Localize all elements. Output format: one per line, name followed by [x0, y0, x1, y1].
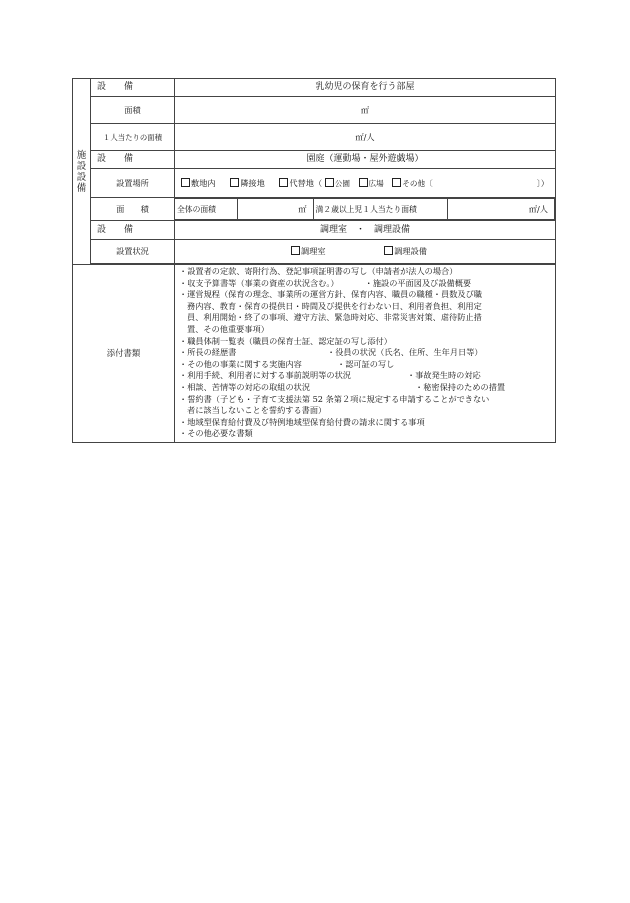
garden-equipment-label: 設 備: [91, 151, 175, 169]
facility-group-label: [73, 79, 91, 265]
kitchen-equipment-row: [73, 221, 556, 240]
option-alternative[interactable]: [279, 178, 322, 188]
room-per-person-unit: ㎡/人: [355, 131, 375, 142]
checkbox[interactable]: [291, 246, 300, 255]
room-area-label: 面積: [91, 97, 175, 124]
attachment-item-pair: [179, 382, 551, 394]
option-kitchen[interactable]: [291, 246, 326, 256]
checkbox[interactable]: [230, 178, 239, 187]
room-area-unit: ㎡: [360, 104, 370, 115]
option-kitchen-equipment[interactable]: [384, 246, 427, 256]
garden-area-cell: [175, 198, 556, 221]
room-area-row: [73, 97, 556, 124]
option-label: 調理設備: [394, 246, 427, 256]
kitchen-status-row: [73, 240, 556, 264]
attachment-item: ・事故発生時の対応: [407, 370, 481, 381]
room-equipment-label: 設 備: [91, 79, 175, 97]
attachment-item: ・秘密保持のための措置: [415, 381, 506, 392]
suboption-other[interactable]: [392, 179, 432, 188]
attachment-item: ・その他必要な書類: [179, 428, 253, 439]
attachments-label: 添付書類: [73, 265, 175, 443]
attachment-item: ・所長の経歴書: [179, 347, 237, 358]
suboption-park[interactable]: [325, 179, 350, 188]
attachment-item-cont: 務内容、教育・保育の提供日・時間及び提供を行わない日、利用者負担、利用定: [187, 300, 482, 311]
checkbox[interactable]: [181, 178, 190, 187]
facility-form-table: [72, 78, 556, 443]
group-label-char: 備: [76, 182, 87, 194]
attachment-item-pair: [179, 278, 551, 290]
garden-location-options: [175, 169, 556, 198]
room-per-person-row: [73, 124, 556, 151]
checkbox[interactable]: [384, 246, 393, 255]
total-area-label: 全体の面積: [175, 199, 237, 220]
attachment-item: ・地域型保育給付費及び特例地域型保育給付費の請求に関する事項: [179, 416, 425, 427]
attachment-item: ・施設の平面図及び設備概要: [364, 277, 472, 288]
group-label-char: 施: [76, 149, 87, 161]
total-area-field[interactable]: [237, 199, 313, 220]
kitchen-status-options: [175, 240, 556, 264]
garden-area-row: [73, 198, 556, 221]
attachment-item: ・職員体制一覧表（職員の保育士証、認定証の写し添付）: [179, 335, 392, 346]
group-label-char: 設: [76, 160, 87, 172]
option-on-site[interactable]: [181, 178, 216, 188]
garden-equipment-value: 園庭（運動場・屋外遊戯場）: [175, 151, 556, 169]
attachment-item: ・誓約書（子ども・子育て支援法第 52 条第２項に規定する申請することができない: [179, 393, 490, 404]
attachments-list: [175, 265, 556, 443]
total-area-unit: ㎡: [298, 203, 307, 214]
attachment-item-pair: [179, 347, 551, 359]
option-adjacent[interactable]: [230, 178, 265, 188]
attachment-item: ・設置者の定款、寄附行為、登記事項証明書の写し（申請者が法人の場合）: [179, 266, 458, 276]
garden-equipment-row: [73, 151, 556, 169]
garden-location-label: 設置場所: [91, 169, 175, 198]
group-label-char: 設: [76, 171, 87, 183]
kitchen-equipment-label: 設 備: [91, 221, 175, 240]
attachment-item: ・相談、苦情等の対応の取組の状況: [179, 381, 311, 392]
checkbox[interactable]: [359, 178, 368, 187]
kitchen-status-label: 設置状況: [91, 240, 175, 264]
attachment-item: ・収支予算書等（事業の資産の状況含む。）: [179, 277, 339, 288]
suboption-square[interactable]: [359, 179, 384, 188]
garden-location-row: [73, 169, 556, 198]
attachment-item: ・運営規程（保育の理念、事業所の運営方針、保育内容、職員の職種・員数及び職: [179, 289, 482, 300]
per-child-area-field[interactable]: [447, 199, 555, 220]
attachment-item-pair: [179, 359, 551, 371]
per-child-area-label: 満２歳以上児１人当たり面積: [313, 199, 447, 220]
attachment-item: ・認可証の写し: [337, 358, 395, 369]
room-equipment-row: [73, 79, 556, 97]
attachment-item: ・その他の事業に関する実施内容: [179, 358, 302, 369]
attachment-item-cont: 置、その他重要事項）: [187, 323, 269, 334]
kitchen-equipment-value: 調理室 ・ 調理設備: [175, 221, 556, 240]
checkbox[interactable]: [325, 178, 334, 187]
garden-area-label: 面 積: [91, 198, 175, 221]
attachment-item-cont: 者に該当しないことを誓約する書面）: [187, 405, 327, 416]
option-label: 調理室: [301, 246, 326, 256]
room-area-field[interactable]: [175, 97, 556, 124]
checkbox[interactable]: [279, 178, 288, 187]
per-child-area-unit: ㎡/人: [528, 203, 548, 214]
attachment-item-cont: 員、利用開始・終了の事項、遵守方法、緊急時対応、非常災害対策、虐待防止措: [187, 312, 482, 323]
room-per-person-field[interactable]: [175, 124, 556, 151]
option-label: 代替地（: [289, 177, 323, 188]
garden-area-inner: [175, 198, 555, 220]
attachment-item: ・利用手続、利用者に対する事前説明等の状況: [179, 370, 351, 381]
attachment-item-pair: [179, 370, 551, 382]
checkbox[interactable]: [392, 178, 401, 187]
option-close-bracket: 〕）: [536, 177, 549, 188]
option-label: その他〔: [402, 178, 433, 188]
option-label: 広場: [368, 178, 384, 188]
attachment-item: ・役員の状況（氏名、住所、生年月日等）: [327, 347, 483, 358]
attachments-row: [73, 265, 556, 443]
room-per-person-label: １人当たりの面積: [91, 124, 175, 151]
option-label: 敷地内: [191, 177, 216, 188]
option-label: 公園: [334, 178, 350, 188]
option-label: 隣接地: [240, 177, 265, 188]
room-equipment-value: 乳幼児の保育を行う部屋: [175, 79, 556, 97]
